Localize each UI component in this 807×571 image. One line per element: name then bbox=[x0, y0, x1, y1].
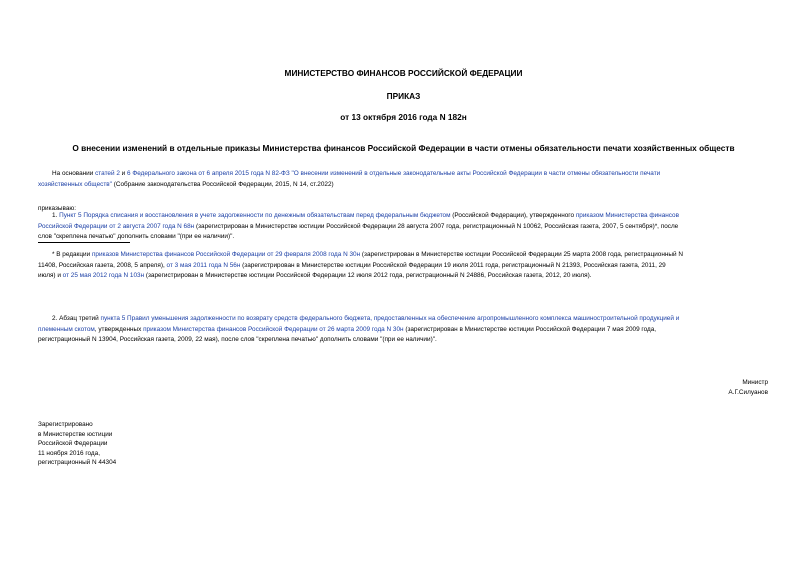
footnote-paragraph bbox=[38, 250, 768, 282]
document-title: О внесении изменений в отдельные приказы Министерства финансов Российской Федерации в части отмены обязательности печати хозяйственных обществ bbox=[72, 143, 735, 153]
minfin-order-30n-2008-link[interactable]: приказов Министерства финансов Российской Федерации от 29 февраля 2008 года N 30н bbox=[91, 251, 361, 258]
item-2-paragraph bbox=[38, 314, 768, 346]
item-1-number: 1. bbox=[52, 212, 60, 219]
preamble-text-2: и bbox=[119, 170, 128, 177]
registration-block bbox=[38, 420, 116, 468]
preamble-text-3: (Собрание законодательства Российской Федерации, 2015, N 14, ст.2022) bbox=[111, 180, 334, 188]
registration-line-1: Зарегистрировано bbox=[38, 421, 93, 428]
signatory-position: Министр bbox=[742, 379, 768, 386]
item-2-text-1: 2. Абзац третий bbox=[52, 315, 101, 322]
minfin-order-68n-link[interactable]: приказом Министерства финансов bbox=[575, 212, 679, 219]
rules-point-5-link[interactable]: пункта 5 Правил уменьшения задолженности по возврату средств федерального бюджета, предоставленных на обеспечение агропромышленного комплекса машиностроительной продукцией и bbox=[100, 315, 680, 322]
minfin-order-30n-2009-link[interactable]: приказом Министерства финансов Российской Федерации от 26 марта 2009 года N 30н bbox=[143, 325, 404, 333]
item-2-text-2: , утвержденных bbox=[94, 325, 144, 333]
registration-line-3: Российской Федерации bbox=[38, 440, 108, 448]
footnote-text-5: июля) и bbox=[38, 272, 63, 279]
order-56n-2011-link[interactable]: от 3 мая 2011 года N 56н bbox=[166, 261, 241, 269]
footnote-text-1: * В редакции bbox=[52, 251, 92, 258]
preamble-text-1: На основании bbox=[52, 170, 96, 177]
item-2-text-3: (зарегистрирован в Министерстве юстиции Российской Федерации 7 мая 2009 года, bbox=[403, 325, 657, 333]
registration-line-4: 11 ноября 2016 года, bbox=[38, 449, 100, 457]
rules-point-5-link-cont[interactable]: племенным скотом bbox=[38, 325, 95, 333]
item-1-text-3: (зарегистрирован в Министерстве юстиции Российской Федерации 28 августа 2007 года, регистрационный N 10062, Российская газета, 2007, 5 сентября)*, после bbox=[194, 222, 679, 230]
federal-law-82fz-link-cont[interactable]: хозяйственных обществ" bbox=[38, 180, 112, 188]
minfin-order-68n-link-cont[interactable]: Российской Федерации от 2 августа 2007 года N 68н bbox=[38, 222, 195, 230]
registration-line-2: в Министерстве юстиции bbox=[38, 430, 113, 438]
item-1-paragraph bbox=[38, 211, 768, 243]
federal-law-82fz-link[interactable]: 6 Федерального закона от 6 апреля 2015 года N 82-ФЗ "О внесении изменений в отдельные законодательные акты Российской Федерации в части отмены обязательности печати bbox=[127, 170, 661, 177]
preamble-paragraph bbox=[38, 169, 768, 190]
law-article-2-link[interactable]: статей 2 bbox=[95, 170, 120, 177]
item-1-text-4: слов "скреплена печатью" дополнить словами "(при ее наличии)". bbox=[38, 233, 235, 240]
doc-type-heading: ПРИКАЗ bbox=[386, 91, 421, 101]
item-1-text-2: (Российской Федерации), утвержденного bbox=[450, 212, 576, 219]
footnote-text-6: (зарегистрирован в Министерстве юстиции Российской Федерации 12 июля 2012 года, регистрационный N 24886, Российская газета, 2012, 20 июля). bbox=[144, 272, 592, 279]
footnote-text-2: (зарегистрирован в Министерстве юстиции Российской Федерации 25 марта 2008 года, регистрационный N bbox=[360, 251, 683, 258]
ministry-heading: МИНИСТЕРСТВО ФИНАНСОВ РОССИЙСКОЙ ФЕДЕРАЦИИ bbox=[284, 68, 523, 78]
signatory-name: А.Г.Силуанов bbox=[728, 389, 768, 396]
date-number-heading: от 13 октября 2016 года N 182н bbox=[340, 112, 467, 122]
order-word: приказываю: bbox=[38, 205, 76, 212]
footnote-text-4: (зарегистрирован в Министерстве юстиции Российской Федерации 19 июля 2011 года, регистрационный N 21393, Российская газета, 2011, 29 bbox=[240, 261, 666, 269]
footnote-text-3: 11408, Российская газета, 2008, 5 апреля), bbox=[38, 261, 167, 269]
order-103n-2012-link[interactable]: от 25 мая 2012 года N 103н bbox=[62, 272, 145, 279]
registration-line-5: регистрационный N 44304 bbox=[38, 459, 117, 467]
item-2-text-4: регистрационный N 13904, Российская газета, 2009, 22 мая), после слов "скреплена печатью" дополнить словами "(при ее наличии)". bbox=[38, 336, 437, 343]
footnote-divider bbox=[38, 242, 130, 243]
procedure-point-5-link[interactable]: Пункт 5 Порядка списания и восстановления в учете задолженности по денежным обязательствам перед федеральным бюджетом bbox=[59, 212, 451, 219]
